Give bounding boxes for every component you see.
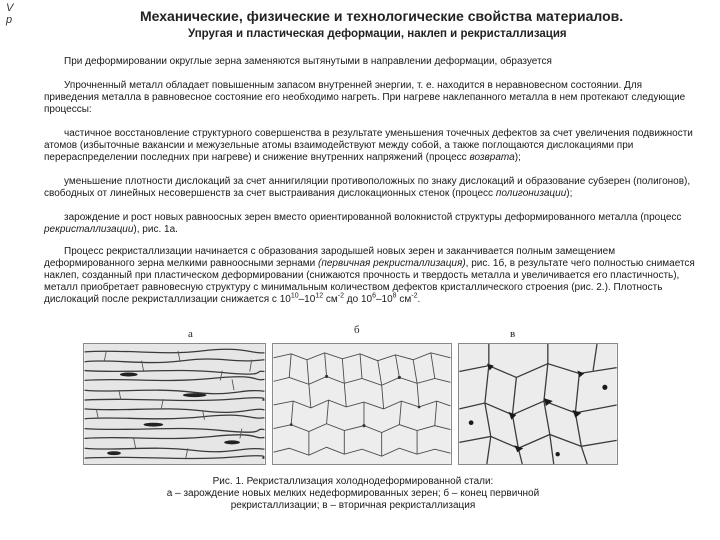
period: . xyxy=(417,294,421,305)
corner-mark-line1: V xyxy=(6,2,14,14)
micrograph-primary-recrystallization xyxy=(272,343,452,465)
figure-label-a: а xyxy=(188,328,193,340)
polygonization-text: уменьшение плотности дислокаций за счет аннигиляции противоположных по знаку дислокаций и образование субзерен (полигонов), свободных от линейных несовершенств за счет выстраивания дислокационных стенок (процесс xyxy=(44,176,691,199)
paragraph-recrystallization xyxy=(44,212,696,236)
exponent-4: 6 xyxy=(372,292,376,300)
paragraph-hardened-metal xyxy=(44,80,696,116)
polygonization-term: полигонизации xyxy=(495,188,567,199)
primary-text-b: , рис. 1б, в результате чего полностью снимается наклеп, созданный при пластическом деформировании (снижаются прочность и твердость металла и увеличивается его пластичность), металл приобретает равновесную структуру с минимальным количеством дефектов кристаллического строения (рис. 2.). Плотность дислокаций после рекристаллизации снижается с 10 xyxy=(44,258,695,305)
corner-mark xyxy=(6,2,20,26)
to-text: до 10 xyxy=(344,294,373,305)
recovery-text: частичное восстановление структурного совершенства в результате уменьшения точечных дефектов за счет увеличения подвижности атомов (избыточные вакансии и межузельные атомы взаимодействуют между собой, а также поглощаются дислокациями при перераспределении последних при нагреве) и снижение внутренних напряжений (процесс xyxy=(44,128,693,163)
dash-2: –10 xyxy=(375,294,393,305)
figure-caption-line2: а – зарождение новых мелких недеформированных зерен; б – конец первичной xyxy=(166,488,540,499)
paragraph-deformation-text: При деформировании округлые зерна заменяются вытянутыми в направлении деформации, образуется xyxy=(64,56,552,67)
unit-1: см xyxy=(323,294,338,305)
exponent-1: 10 xyxy=(290,292,299,300)
page-subtitle: Упругая и пластическая деформации, наклеп и рекристаллизация xyxy=(188,28,567,40)
recrystallization-text: зарождение и рост новых равноосных зерен вместо ориентированной волокнистой структуры деформированного металла (процесс xyxy=(64,212,682,223)
polygonization-end: ); xyxy=(566,188,573,199)
primary-term: (первичная рекристаллизация) xyxy=(318,258,466,269)
figure-label-c: в xyxy=(510,328,516,340)
exponent-6: -2 xyxy=(411,292,418,300)
figure-caption-line3: рекристаллизации; в – вторичная рекристаллизация xyxy=(230,500,476,511)
recovery-end: ); xyxy=(514,152,521,163)
paragraph-deformation xyxy=(44,56,696,68)
exponent-2: 12 xyxy=(315,292,324,300)
recrystallization-term: рекристаллизации xyxy=(44,224,134,235)
paragraph-polygonization xyxy=(44,176,696,200)
micrograph-deformed xyxy=(83,343,266,465)
unit-2: см xyxy=(396,294,412,305)
exponent-3: -2 xyxy=(337,292,344,300)
dash-1: –10 xyxy=(298,294,316,305)
figure-caption xyxy=(118,476,588,512)
micrograph-secondary-recrystallization xyxy=(458,343,618,465)
recrystallization-end: ), рис. 1а. xyxy=(133,224,178,235)
corner-mark-line2: p xyxy=(6,14,13,26)
figure-label-b: б xyxy=(354,324,360,336)
paragraph-primary-recrystallization xyxy=(44,246,696,306)
page-title: Механические, физические и технологические свойства материалов. xyxy=(140,8,624,24)
primary-text-a: Процесс рекристаллизации начинается с образования зародышей новых зерен и заканчивается полным замещением деформированного зерна мелкими равноосными зернами xyxy=(44,246,616,269)
recovery-term: возврата xyxy=(469,152,515,163)
paragraph-hardened-metal-text: Упрочненный металл обладает повышенным запасом внутренней энергии, т. е. находится в неравновесном состоянии. Для приведения металла в равновесное состояние его необходимо нагреть. При нагреве наклепанного металла в нем протекают следующие процессы: xyxy=(44,80,686,115)
paragraph-recovery xyxy=(44,128,696,164)
exponent-5: 8 xyxy=(392,292,397,300)
figure-caption-line1: Рис. 1. Рекристаллизация холоднодеформированной стали: xyxy=(212,476,494,487)
